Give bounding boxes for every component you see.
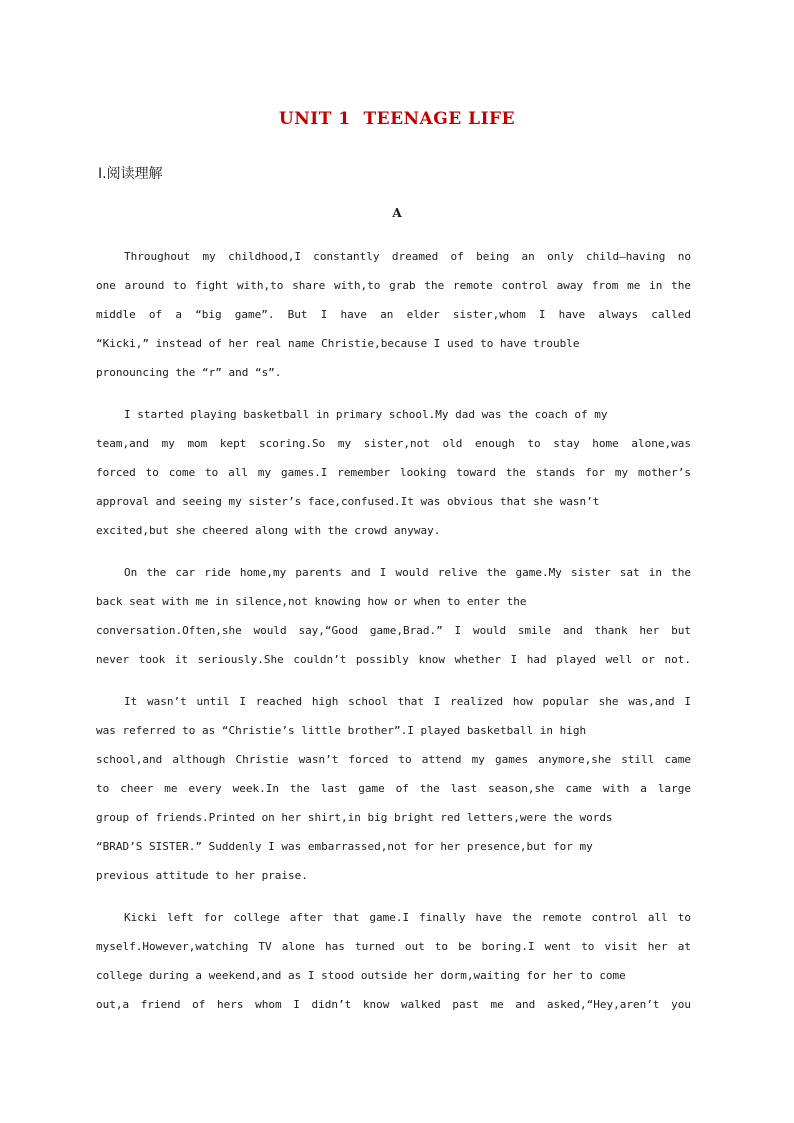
text-line: college during a weekend,and as I stood outside her dorm,waiting for her to come	[96, 969, 626, 982]
text-line: team,and my mom kept scoring.So my sister,not old enough to stay home alone,was	[96, 437, 691, 450]
paragraph	[96, 242, 691, 387]
paragraph	[96, 687, 691, 890]
text-line: one around to fight with,to share with,to grab the remote control away from me in the	[96, 279, 691, 292]
text-line: conversation.Often,she would say,“Good game,Brad.” I would smile and thank her but	[96, 624, 691, 637]
page-title: UNIT 1 TEENAGE LIFE	[278, 109, 516, 129]
text-line: It wasn’t until I reached high school that I realized how popular she was,and I	[124, 695, 691, 708]
paragraph	[96, 903, 691, 1019]
text-line: forced to come to all my games.I remember looking toward the stands for my mother’s	[96, 466, 691, 479]
text-line: previous attitude to her praise.	[96, 869, 308, 882]
text-line: middle of a “big game”. But I have an elder sister,whom I have always called	[96, 308, 691, 321]
text-line: “BRAD’S SISTER.” Suddenly I was embarrassed,not for her presence,but for my	[96, 840, 593, 853]
passage-label: A	[392, 206, 402, 220]
reading-passage	[96, 242, 691, 1032]
text-line: never took it seriously.She couldn’t possibly know whether I had played well or not.	[96, 653, 691, 666]
text-line: pronouncing the “r” and “s”.	[96, 366, 282, 379]
section-heading: Ⅰ.阅读理解	[98, 166, 163, 182]
text-line: approval and seeing my sister’s face,confused.It was obvious that she wasn’t	[96, 495, 600, 508]
text-line: school,and although Christie wasn’t forced to attend my games anymore,she still came	[96, 753, 691, 766]
text-line: out,a friend of hers whom I didn’t know walked past me and asked,“Hey,aren’t you	[96, 998, 691, 1011]
text-line: was referred to as “Christie’s little brother”.I played basketball in high	[96, 724, 587, 737]
text-line: “Kicki,” instead of her real name Christie,because I used to have trouble	[96, 337, 580, 350]
text-line: On the car ride home,my parents and I would relive the game.My sister sat in the	[124, 566, 691, 579]
text-line: to cheer me every week.In the last game of the last season,she came with a large	[96, 782, 691, 795]
text-line: Throughout my childhood,I constantly dreamed of being an only child—having no	[124, 250, 691, 263]
text-line: I started playing basketball in primary school.My dad was the coach of my	[124, 408, 608, 421]
text-line: back seat with me in silence,not knowing how or when to enter the	[96, 595, 527, 608]
paragraph	[96, 400, 691, 545]
text-line: Kicki left for college after that game.I finally have the remote control all to	[124, 911, 691, 924]
text-line: myself.However,watching TV alone has turned out to be boring.I went to visit her at	[96, 940, 691, 953]
text-line: group of friends.Printed on her shirt,in big bright red letters,were the words	[96, 811, 613, 824]
paragraph	[96, 558, 691, 674]
text-line: excited,but she cheered along with the crowd anyway.	[96, 524, 441, 537]
